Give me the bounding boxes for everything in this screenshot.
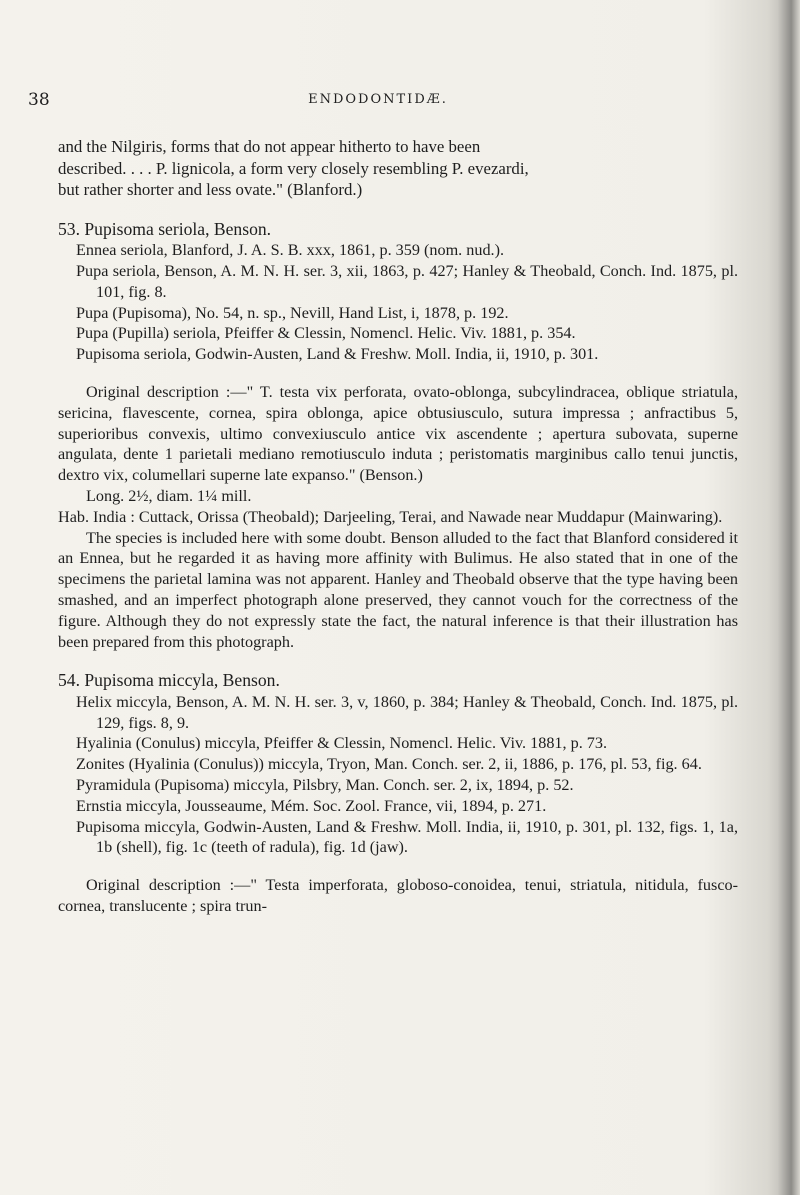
discussion: The species is included here with some doubt. Benson alluded to the fact that Blanford considered it an Ennea, but he regarded it as having more affinity with Bulimus. He also stated that in one of the specimens the parietal lamina was not apparent. Hanley and Theobald observe that the type having been smashed, and an imperfect photograph alone preserved, they cannot vouch for the correctness of the figure. Although they do not expressly state the fact, the natural inference is that their illustration has been prepared from this photograph.: [58, 528, 738, 651]
original-description: Original description :—" T. testa vix perforata, ovato-oblonga, subcylindracea, oblique striatula, sericina, flavescente, cornea, spira oblonga, apice obtusiusculo, sutura impressa ; anfractibus 5, superioribus convexis, ultimo convexiusculo antice vix ascendente ; apertura subovata, superne angulata, dente 1 parietali mediano remotiusculo induta ; peristomatis marginibus callo tenui junctis, dextro vix, columellari superne late expanso." (Benson.): [58, 382, 738, 485]
intro-line: described. . . . P. lignicola, a form very closely resembling P. evezardi,: [58, 158, 529, 178]
reference: Helix miccyla, Benson, A. M. N. H. ser. 3, v, 1860, p. 384; Hanley & Theobald, Conch. Ind. 1875, pl. 129, figs. 8, 9.: [76, 692, 738, 732]
species-title: 54. Pupisoma miccyla, Benson.: [58, 670, 280, 691]
intro-line: but rather shorter and less ovate." (Blanford.): [58, 180, 363, 200]
reference: Pupisoma miccyla, Godwin-Austen, Land & Freshw. Moll. India, ii, 1910, p. 301, pl. 132, figs. 1, 1a, 1b (shell), fig. 1c (teeth of radula), fig. 1d (jaw).: [76, 817, 738, 857]
reference: Zonites (Hyalinia (Conulus)) miccyla, Tryon, Man. Conch. ser. 2, ii, 1886, p. 176, pl. 53, fig. 64.: [76, 755, 702, 774]
original-description: Original description :—" Testa imperforata, globoso-conoidea, tenui, striatula, nitidula, fusco-cornea, translucente ; spira trun-: [58, 876, 738, 915]
reference: Ennea seriola, Blanford, J. A. S. B. xxx, 1861, p. 359 (nom. nud.).: [76, 241, 505, 260]
reference: Pupa (Pupilla) seriola, Pfeiffer & Clessin, Nomencl. Helic. Viv. 1881, p. 354.: [76, 324, 576, 343]
reference: Pupa (Pupisoma), No. 54, n. sp., Nevill, Hand List, i, 1878, p. 192.: [76, 303, 509, 322]
reference: Pyramidula (Pupisoma) miccyla, Pilsbry, Man. Conch. ser. 2, ix, 1894, p. 52.: [76, 775, 574, 794]
page-number: 38: [28, 90, 50, 110]
reference: Ernstia miccyla, Jousseaume, Mém. Soc. Zool. France, vii, 1894, p. 271.: [76, 796, 547, 815]
reference: Pupa seriola, Benson, A. M. N. H. ser. 3, xii, 1863, p. 427; Hanley & Theobald, Conch. Ind. 1875, pl. 101, fig. 8.: [76, 261, 738, 301]
size-habitat: Long. 2½, diam. 1¼ mill. Hab. India : Cuttack, Orissa (Theobald); Darjeeling, Terai, and Nawade near Muddapur (Mainwaring).: [58, 486, 723, 526]
reference: Hyalinia (Conulus) miccyla, Pfeiffer & Clessin, Nomencl. Helic. Viv. 1881, p. 73.: [76, 734, 608, 753]
intro-line: and the Nilgiris, forms that do not appear hitherto to have been: [58, 137, 481, 156]
page-header: [28, 90, 728, 116]
page-text: [58, 136, 738, 917]
reference: Pupisoma seriola, Godwin-Austen, Land & Freshw. Moll. India, ii, 1910, p. 301.: [76, 345, 599, 364]
running-head: ENDODONTIDÆ.: [308, 92, 448, 107]
species-title: 53. Pupisoma seriola, Benson.: [58, 218, 272, 239]
book-edge: [778, 0, 800, 1195]
